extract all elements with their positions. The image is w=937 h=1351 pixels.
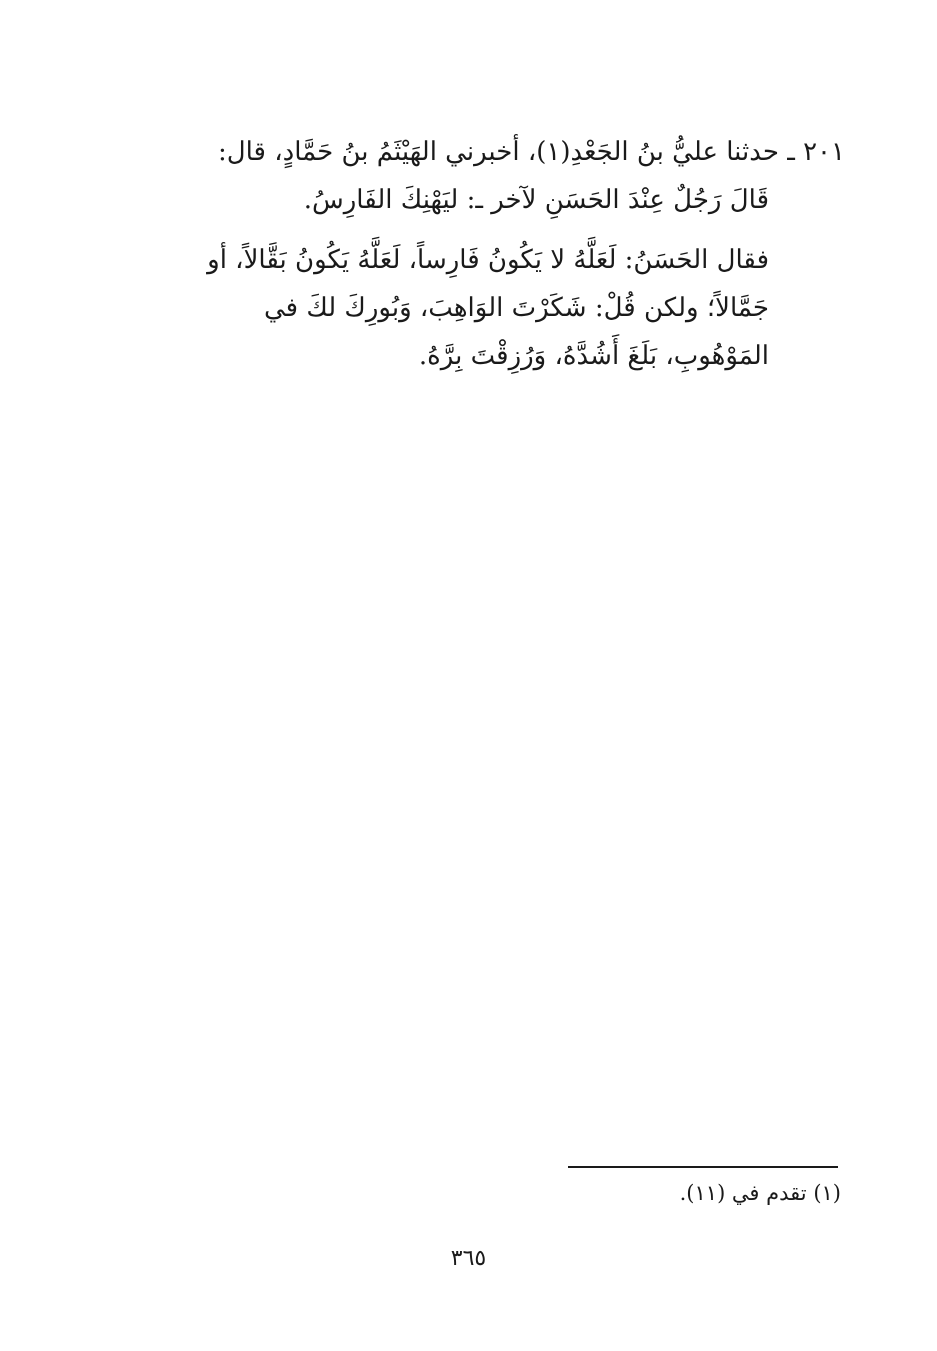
text-line-5: المَوْهُوبِ، بَلَغَ أَشُدَّهُ، وَرُزِقْتَ بِرَّهُ. xyxy=(418,341,769,371)
text-line-1: ٢٠١ ـ حدثنا عليُّ بنُ الجَعْدِ(١)، أخبرني الهَيْثَمُ بنُ حَمَّادٍ، قال: xyxy=(217,137,845,167)
footnote: (١) تقدم في (١١). xyxy=(679,1181,841,1205)
paragraph-gap xyxy=(145,224,845,236)
page-number: ٣٦٥ xyxy=(450,1246,487,1271)
footnote-divider xyxy=(568,1166,838,1168)
text-line-2: قَالَ رَجُلٌ عِنْدَ الحَسَنِ لآخر ـ: ليَهْنِكَ الفَارِسُ. xyxy=(303,185,769,215)
text-line-3: فقال الحَسَنُ: لَعَلَّهُ لا يَكُونُ فَارِساً، لَعَلَّهُ يَكُونُ بَقَّالاً، أو xyxy=(207,245,769,275)
text-line-4: جَمَّالاً؛ ولكن قُلْ: شَكَرْتَ الوَاهِبَ، وَبُورِكَ لكَ في xyxy=(263,293,769,323)
main-text xyxy=(145,128,845,380)
